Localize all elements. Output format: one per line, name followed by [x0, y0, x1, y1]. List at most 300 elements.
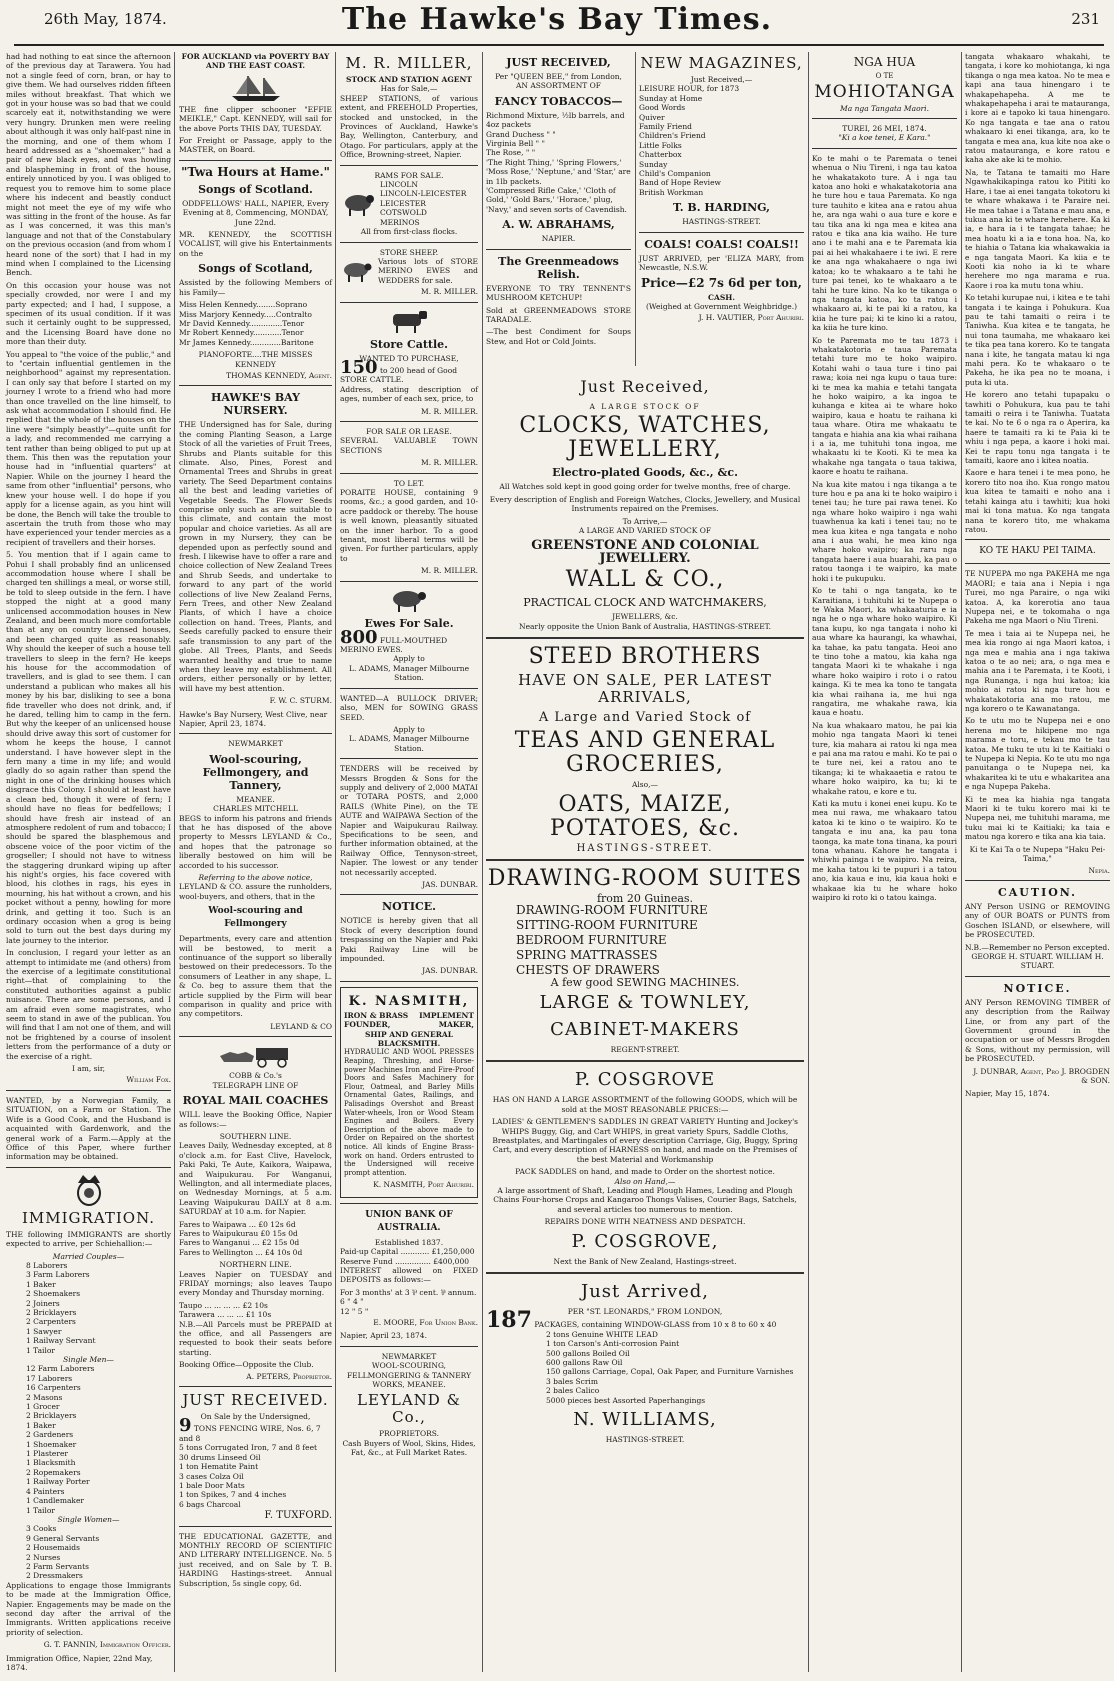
- list-item: 16 Carpenters: [26, 1383, 81, 1393]
- shaft-list: A large assortment of Shaft, Leading and Plough Hames, Leading and Plough Chains Four-horse Crops and Kangaroo Thongs Valises, Courier Bags, Satchels, and several articles too numerous to mention.: [493, 1185, 797, 1214]
- rates-list: [340, 1288, 478, 1316]
- list-item: LINCOLN: [380, 180, 418, 190]
- coach-icon: [216, 1042, 296, 1068]
- rams-list: [380, 180, 466, 227]
- regent-street: REGENT-STREET.: [610, 1044, 680, 1054]
- sheep-icon: [340, 259, 374, 283]
- southern-line: SOUTHERN LINE.: [219, 1131, 292, 1141]
- concert-assisted: Assisted by the following Members of his Family—: [179, 278, 332, 297]
- nursery-signature: F. W. C. STURM.: [269, 696, 332, 706]
- letter-signature: William Fox.: [126, 1075, 171, 1085]
- teas-heading: TEAS AND GENERAL GROCERIES,: [514, 728, 776, 778]
- list-item: 2 Dressmakers: [26, 1571, 83, 1581]
- list-item: 1 Plasterer: [26, 1449, 68, 1459]
- divider: [6, 1167, 171, 1168]
- gazette-ad: THE EDUCATIONAL GAZETTE, and MONTHLY RECORD OF SCIENTIFIC AND LITERARY INTELLIGENCE. No. 5 just received, and on Sale by T. B. HARDING Hastings-street. Annual Subscription, 5s single copy, 6d.: [179, 1531, 332, 1588]
- jr-tobacco-sub: Per "QUEEN BEE," from London,: [495, 72, 622, 81]
- maori-date: TUREI, 26 MEI, 1874.: [842, 124, 927, 133]
- list-item: Sunday: [639, 159, 668, 169]
- list-item: 2 Joiners: [26, 1298, 60, 1308]
- newspaper-title: The Hawke's Bay Times.: [341, 2, 773, 37]
- letter-close: I am, sir,: [71, 1064, 106, 1074]
- centre-ads: [486, 372, 804, 1672]
- cattle-number: 150: [340, 356, 378, 378]
- list-item: 2 Carpenters: [26, 1317, 76, 1327]
- store-cattle-heading: Store Cattle.: [369, 337, 449, 351]
- store-sheep-heading: STORE SHEEP.: [379, 247, 439, 257]
- immigration-place: Immigration Office, Napier, 22nd May, 1874.: [6, 1653, 153, 1672]
- list-item: 1 bale Door Mats: [179, 1480, 245, 1490]
- concert-songs: Songs of Scotland.: [198, 182, 313, 196]
- abrahams-name: A. W. ABRAHAMS,: [502, 218, 615, 232]
- rams-block: [340, 180, 478, 227]
- list-item: Fares to Waipawa ... £0 12s 6d: [179, 1219, 296, 1229]
- family-list: [179, 300, 332, 347]
- ship-ad-body: THE fine clipper schooner "EFFIE MEIKLE," Capt. KENNEDY, will sail for the above Ports THIS DAY, TUESDAY.: [179, 104, 332, 133]
- list-item: Little Folks: [639, 140, 682, 150]
- letter-paragraph: You appeal to "the voice of the public," and to "certain influential gentlemen in the neighborhood" against my representation. I can only say that before I started on my journey I wrote to a friend who had more than once travelled on the line himself, to ask what accommodation I should find. He replied that the whole of the houses on the line were "simply beastly"—quite unfit for a lady, and recommended me carrying a tent rather than being obliged to put up at them. This then was the reputation your house had in "influential quarters" at Napier. While on the journey I heard the same from other "influential" persons, who knew your house well. I do hope if you apply for a license again, as you hint will be done, the Bench will take the trouble to ascertain the truth from those who may have experienced your tender mercies as a recipient of travellers and their horses.: [6, 349, 171, 547]
- few-good: A few good SEWING MACHINES.: [550, 976, 740, 990]
- notice-body: ANY Person REMOVING TIMBER of any description from the Railway Line, or from any part of the Government ground in the occupation or use of Messrs Brogden & Sons, without my permission, will be PROSECUTED.: [965, 997, 1110, 1064]
- nursery-heading: HAWKE'S BAY NURSERY.: [211, 391, 300, 418]
- nasmith-body: HYDRAULIC AND WOOL PRESSES Reaping, Threshing, and Horse-power Machines Iron and Fire-Proof Doors and Safes Machinery for Flour, Oatmeal, and Barley Mills Ornamental Gates, Railings, and Palisadings Overshot and Breast Water-wheels, Iron or Wood Steam Engines and Boilers. Every Description of the above made to Order on Repaired on the shortest notice. All kinds of Engine Brass-work on hand. Orders entrusted to the Undersigned will receive prompt attention.: [344, 1048, 474, 1177]
- from-20-guineas: from 20 Guineas.: [596, 892, 694, 906]
- divider: [340, 758, 478, 759]
- list-item: 2 tons Genuine WHITE LEAD: [546, 1329, 658, 1339]
- jr-heading: JUST RECEIVED.: [182, 1391, 329, 1410]
- maori-paragraph: Ko tetahi kurupae nui, i kitea e te tahi tangata i te kainga i Pohukura. Kua pau te tahi tamaiti o reira i te Taniwha. Kua kitea e te tangata, he nui tona taumaha, me whakaaro kei te tika pea tana korero. Ko te tangata nana i kite, he tangata matau ki nga mahi pera. Ko te whakaaro o te Pakeha, he ika pea no te moana, i puta ki uta.: [965, 293, 1110, 387]
- column-5: [639, 52, 804, 323]
- ewes-body: FULL-MOUTHED MERINO EWES.: [340, 635, 448, 655]
- caution-body: ANY Person USING or REMOVING any of OUR BOATS or PUNTS from Goschen ISLAND, or elsewhere, will be PROSECUTED.: [965, 901, 1110, 940]
- next-bank: Next the Bank of New Zealand, Hastings-street.: [553, 1256, 737, 1266]
- assortment: AN ASSORTMENT OF: [515, 81, 602, 91]
- new-magazines-heading: NEW MAGAZINES,: [640, 54, 803, 72]
- list-item: Quiver: [639, 112, 665, 122]
- booking-office: Booking Office—Opposite the Club.: [179, 1360, 314, 1370]
- jr-number: 9: [179, 1415, 192, 1437]
- nasmith-left: IRON & BRASS: [344, 1010, 409, 1020]
- immigration-signature: G. T. FANNIN, Immigration Officer.: [43, 1640, 171, 1650]
- list-item: SPRING MATTRASSES: [516, 948, 658, 963]
- jr-items: [179, 1443, 332, 1509]
- list-item: 6 " 4 ": [340, 1297, 364, 1307]
- masthead: [0, 0, 1114, 44]
- miller-signature: M. R. MILLER.: [421, 566, 478, 576]
- list-item: 5 tons Corrugated Iron, 7 and 8 feet: [179, 1443, 318, 1453]
- bank-date: Napier, April 23, 1874.: [340, 1331, 427, 1341]
- bullock-ad: WANTED—A BULLOCK DRIVER; also, MEN for SOWING GRASS SEED.: [340, 693, 478, 722]
- list-item: 17 Laborers: [26, 1373, 73, 1383]
- maori-motto: "Ki a koe tenei, E Kara.": [838, 133, 931, 143]
- also: Also,—: [631, 780, 659, 790]
- list-item: 4 Painters: [26, 1486, 65, 1496]
- ewes-heading: Ewes For Sale.: [364, 616, 454, 630]
- hastings-street: HASTINGS-STREET.: [576, 842, 714, 854]
- just-arrived: Just Arrived,: [580, 1280, 710, 1302]
- divider: [486, 249, 631, 250]
- notice-body: NOTICE is hereby given that all Stock of every description found trespassing on the Napier and Paki Paki Railway Line will be impounded.: [340, 916, 478, 964]
- column-2: [179, 52, 332, 1672]
- list-item: 1 ton Spikes, 7 and 4 inches: [179, 1490, 287, 1500]
- cobb-nb: N.B.—All Parcels must be PREPAID at the office, and all Passengers are requested to book their seats before starting.: [179, 1319, 332, 1357]
- list-item: 9 General Servants: [26, 1533, 100, 1543]
- ship-smith: SHIP AND GENERAL BLACKSMITH.: [364, 1029, 454, 1049]
- store-sheep-body: Various lots of STORE MERINO EWES and WEDDERS for sale.: [378, 256, 478, 285]
- wool-heading-2: Wool-scouring and Fellmongery: [208, 906, 303, 930]
- rams-foot: All from first-class flocks.: [360, 227, 458, 237]
- maori-paragraph: Ko te Paremata mo te tau 1873 i whakatakotoria e taua Paremata tetahi ture mo te hoko waipiro. Kotahi wahi o taua ture i tino pai rawa; koia nei nga kupu o taua ture: ki te mea ka mahia e tetahi tangata he hoko waipiro, a ka ingoa te kuhanga e kitea ai te whare hoko waipiro, kaua e hoatu te raihana ki taua whare. Otira me whakaatu te tangata e hiahia ana kia whai raihana i a ia, me tuhituhi tona ingoa, me whakaatu ki te Kooti. Ki te mea ka whakahe nga tangata o taua takiwa, kaore e hoatu te raihana.: [812, 335, 957, 477]
- maori-subtitle: Ma nga Tangata Maori.: [840, 103, 929, 113]
- list-item: 12 " 5 ": [340, 1306, 369, 1316]
- divider: [179, 1036, 332, 1037]
- list-item: 1 Grocer: [26, 1402, 60, 1412]
- immigration-title: IMMIGRATION.: [21, 1208, 156, 1227]
- list-item: Miss Marjory Kennedy.....Contralto: [179, 309, 312, 319]
- divider: [179, 385, 332, 386]
- caution-nb: N.B.—Remember no Person excepted.: [965, 942, 1110, 952]
- bank-heading: UNION BANK OF AUSTRALIA.: [365, 1209, 453, 1233]
- list-item: Fares to Wellington ... £4 10s 0d: [179, 1247, 303, 1257]
- jewellers: JEWELLERS, &c.: [612, 612, 678, 622]
- list-item: 1 Candlemaker: [26, 1496, 84, 1506]
- northern-body: Leaves Napier on TUESDAY and FRIDAY mornings; also leaves Taupo every Monday and Thursday morning.: [179, 1269, 332, 1298]
- concert-venue: ODDFELLOWS' HALL, NAPIER, Every Evening at 8, Commencing, MONDAY, June 22nd.: [182, 198, 329, 227]
- meanee-label: MEANEE.: [236, 794, 275, 804]
- single-women-list: [6, 1524, 171, 1580]
- vautier-signature: J. H. VAUTIER, Port Ahuriri.: [698, 313, 804, 323]
- tenders-body: TENDERS will be received by Messrs Brogden & Sons for the supply and delivery of 2,000 MATAI or TOTARA POSTS, and 2,000 RAILS (White Pine), on the TE AUTE and WAIPAWA Section of the Napier and Waipukurau Railway. Specifications to be seen, and further information obtained, at the Railway Office, Tennyson-street, Napier. The lowest or any tender not necessarily accepted.: [340, 764, 478, 877]
- magazine-list: [639, 84, 804, 197]
- letter-paragraph: In conclusion, I regard your letter as an attempt to intimidate me (and others) from the exercise of a legitimate constitutional right—that of complaining to the constituted authorities against a public nuisance. There are some persons, and I am afraid even some magistrates, who seem to stand in awe of the publican. You will find that I am not one of them, and will not be frightened by a course of insolent letters from the performance of a duty or the exercise of a right.: [6, 948, 171, 1061]
- greenstone-heading: GREENSTONE AND COLONIAL JEWELLERY.: [531, 538, 759, 567]
- to-arrive: To Arrive,—: [622, 516, 668, 526]
- immigration-footer: Applications to engage those Immigrants to be made at the Immigration Office, Napier. Engagements may be made on the second day after the arrival of the Immigrants. Written applications receive priority of selection.: [6, 1580, 171, 1637]
- divider: [965, 976, 1110, 977]
- list-item: 2 bales Calico: [546, 1386, 600, 1396]
- nasmith-right: IMPLEMENT: [419, 1010, 474, 1020]
- list-item: 2 Nurses: [26, 1552, 61, 1562]
- ship-ad-freight: For Freight or Passage, apply to the MASTER, on Board.: [179, 136, 332, 155]
- list-item: Good Words: [639, 103, 686, 113]
- leyland-body: LEYLAND & CO. assure the runholders, wool-buyers, and others, that in the: [179, 882, 332, 901]
- large-varied: A LARGE AND VARIED STOCK OF: [578, 526, 712, 536]
- column-divider: [808, 52, 809, 1672]
- just-received: Just Received,—: [690, 75, 753, 84]
- list-item: 12 Farm Laborers: [26, 1364, 95, 1374]
- divider: [486, 1272, 804, 1274]
- electro-heading: Electro-plated Goods, &c., &c.: [552, 466, 738, 480]
- maori-paragraph: Na kua kite matou i nga tikanga a te ture hou e pa ana ki te hoko waipiro i tenei tau; he ture pai rawa tenei. Ko nga whare hoko waipiro i nga wahi tuawhenua ka kati i tenei tau; no te mea kua kitea e nga tangata e noho ana i aua wahi, he mea kino nga whare hoko waipiro; ka raru nga tangata haere i aua huarahi, ka pau o ratou taonga i te waipiro, ka mate hoki i te pukupuku.: [812, 479, 957, 583]
- oats-heading: OATS, MAIZE, POTATOES, &c.: [550, 791, 740, 841]
- coals-weighed: (Weighed at Government Weighbridge.): [645, 301, 798, 311]
- notice-signature: J. DUNBAR, Agent, Pro J. BROGDEN & SON.: [973, 1066, 1110, 1085]
- divider: [340, 302, 478, 303]
- clocks-heading: CLOCKS, WATCHES, JEWELLERY,: [519, 413, 771, 463]
- list-item: 2 Bricklayers: [26, 1307, 77, 1317]
- list-item: 3 Cooks: [26, 1524, 57, 1534]
- pack-saddles: PACK SADDLES on hand, and made to Order on the shortest notice.: [515, 1167, 775, 1177]
- cosgrove-body: LADIES' & GENTLEMEN'S SADDLES IN GREAT VARIETY Hunting and Jockey's WHIPS Buggy, Gig, and Cart WHIPS, in great variety Spurs, Saddle Cloths, Breastplates, and Martingales of every description Carriage, Gig, Buggy, Spring Cart, and every description of HARNESS on hand, and made on the Premises of the best Material and Workmanship: [492, 1117, 798, 1164]
- nasmith-signature: K. NASMITH, Port Ahuriri.: [373, 1180, 474, 1190]
- cobb-name: COBB & Co.'s: [229, 1071, 282, 1081]
- arrived-items: [486, 1330, 804, 1405]
- list-item: Tarawera ... ... ... £1 10s: [179, 1310, 272, 1320]
- cosgrove-heading: P. COSGROVE: [574, 1069, 716, 1091]
- divider: [340, 981, 478, 982]
- cabinet-makers: CABINET-MAKERS: [550, 1018, 740, 1040]
- press-paragraph: TE NUPEPA mo nga PAKEHA me nga MAORI; e taia ana i Nepia i nga Turei, mo nga Paraire, o nga wiki katoa. A, ka korerotia ano taua Nupepa nei, e te tokomaha o nga Pakeha me nga Maori o Niu Tireni.: [965, 569, 1110, 626]
- list-item: CHESTS OF DRAWERS: [516, 963, 660, 978]
- practical: PRACTICAL CLOCK AND WATCHMAKERS,: [523, 596, 767, 610]
- referring: Referring to the above notice,: [198, 873, 313, 882]
- drawing-heading: DRAWING-ROOM SUITES: [487, 866, 803, 892]
- nasmith-row: [344, 1011, 474, 1020]
- cosgrove-sub: HAS ON HAND A LARGE ASSORTMENT of the following GOODS, which will be sold at the MOST REASONABLE PRICES:—: [492, 1095, 798, 1114]
- list-item: 150 gallons Carriage, Copal, Oak Paper, and Furniture Varnishes: [546, 1367, 794, 1377]
- list-item: 1 Baker: [26, 1279, 56, 1289]
- divider: [340, 688, 478, 689]
- column-7: [965, 52, 1110, 1672]
- page-number: 231: [1071, 10, 1100, 28]
- list-item: Children's Friend: [639, 131, 706, 141]
- notice-heading: NOTICE.: [1003, 981, 1072, 995]
- greenmeadows-heading: The Greenmeadows Relish.: [498, 254, 619, 281]
- nasmith-ad: [340, 987, 478, 1198]
- list-item: The Rose, " ": [486, 148, 536, 158]
- nursery-place: Hawke's Bay Nursery, West Clive, near Napier, April 23, 1874.: [179, 709, 328, 728]
- married-list: [6, 1261, 171, 1355]
- list-item: LEICESTER: [380, 198, 426, 208]
- coals-body: JUST ARRIVED, per 'ELIZA MARY, from Newcastle, N.S.W.: [639, 253, 804, 273]
- telegraph-line: TELEGRAPH LINE OF: [212, 1080, 299, 1090]
- watches-note: All Watches sold kept in good going order for twelve months, free of charge.: [499, 482, 791, 492]
- packages-body: PACKAGES, containing WINDOW-GLASS from 10 x 8 to 60 x 40: [534, 1320, 777, 1330]
- list-item: Virginia Bell " ": [486, 139, 545, 149]
- list-item: 2 Housemaids: [26, 1543, 80, 1553]
- divider: [486, 1060, 804, 1062]
- divider: [340, 421, 478, 422]
- nasmith-row: [344, 1020, 474, 1029]
- list-item: COTSWOLD: [380, 208, 427, 218]
- list-item: Family Friend: [639, 122, 692, 132]
- column-1: [6, 52, 171, 1672]
- list-item: 1 Blacksmith: [26, 1458, 76, 1468]
- list-item: BEDROOM FURNITURE: [516, 933, 667, 948]
- northern-line: NORTHERN LINE.: [219, 1260, 292, 1270]
- jr-signature: F. TUXFORD.: [264, 1510, 332, 1522]
- list-item: Richmond Mixture, ½lb barrels, and 4oz packets: [486, 110, 625, 130]
- o-te: O TE: [875, 72, 894, 80]
- royal-mail-heading: ROYAL MAIL COACHES: [182, 1094, 329, 1108]
- divider: [812, 148, 957, 149]
- large-varied-2: A Large and Varied Stock of: [538, 710, 752, 726]
- list-item: Mr David Kennedy..............Tenor: [179, 318, 305, 328]
- ram-icon: [340, 191, 376, 217]
- jr-clocks-heading: Just Received,: [580, 377, 710, 396]
- list-item: 2 Gardeners: [26, 1430, 74, 1440]
- list-item: 30 drums Linseed Oil: [179, 1452, 261, 1462]
- list-item: British Workman: [639, 187, 704, 197]
- forsale-lease: FOR SALE OR LEASE.: [366, 426, 452, 436]
- divider: [6, 1090, 171, 1091]
- divider: [486, 859, 804, 861]
- fares-list: [179, 1220, 332, 1258]
- maori-paragraph: Ko te mahi o te Paremata o tenei whenua o Niu Tireni, i nga tau katoa he whakatakoto ture. A i nga tau katoa ano hoki e whakatakotoria ana he ture hou e taua Paremata. Ko nga ture tauhito e kitea ana e ratou ahua he, ara nga wahi o aua ture e kore e tau tika ana ki nga mea e kitea ana ratou e tika ana kia waiho. He ture ano i te mahi ana e te Paremata kia pai ai hei whakahaere i te iwi. E rere ke ana nga whakahaere o nga iwi katoa; ko te whakaaro a te tahi he ture pai tenei, ko te whakaaro a te tahi he ture kino. Na ko te tikanga o nga tangata katoa, ko ta ratou i whakaaro ai, ki te pai ki a ratou, ka kiia he ture pai; ki te kino ki a ratou, ka kiia he ture kino.: [812, 153, 957, 333]
- divider: [340, 473, 478, 474]
- nga-hua: NGA HUA: [853, 55, 916, 69]
- list-item: MERINOS: [380, 217, 420, 227]
- miller-signature: M. R. MILLER.: [421, 458, 478, 468]
- divider: [340, 1346, 478, 1347]
- ewes-number: 800: [340, 626, 378, 648]
- press-paragraph: Ko te utu mo te Nupepa nei e ono herena mo te hikipene mo nga marama e toru, e tekau mo te tau katoa. Me tuku te utu ki te Kaitiaki o te Nupepa ki Nepia. Ko te utu mo nga panuitanga o te Nupepa nei, ka whakaritea ki te utu e whakaritea ana e nga Nupepa Pakeha.: [965, 716, 1110, 792]
- apply-to: Apply to: [393, 654, 425, 664]
- list-item: Chatterbox: [639, 150, 682, 160]
- list-item: 1 Railway Porter: [26, 1477, 90, 1487]
- pianoforte: PIANOFORTE....THE MISSES KENNEDY: [198, 350, 313, 369]
- established: Established 1837.: [374, 1237, 444, 1247]
- large-stock: A LARGE STOCK OF: [589, 402, 701, 411]
- column-divider: [335, 52, 336, 1672]
- maori-paragraph: Na, te Tatana te tamaiti mo Hare Ngawhakikapinga ratou ko Pititi ko Hare, i tae ai enei tangata tokotoru ki te whare whakawa i te Paraire nei. He mea tahae i a Tatana e mau ana, e tukua ana ki te whare herehere. Ka ki ia, e hara ia i te tangata tahae; he mea hoatu ki a ia e tona hoa. Na, ko te hiahia o Tatana kia whakawakia ia e nga tangata Maori. Ka kiia e te Kooti kia noho ia ki te whare herehere mo nga marama e rua. Kaore i roa ka mutu tona whiu.: [965, 167, 1110, 290]
- divider: [965, 880, 1110, 881]
- interest: INTEREST allowed on FIXED DEPOSITS as follows:—: [340, 1266, 478, 1285]
- list-item: Fares to Waipukurau £0 15s 0d: [179, 1228, 298, 1238]
- letter-paragraph: On this occasion your house was not specially crowded, nor were I and my party expected; and I had, I suppose, a specimen of its usual condition. If it was such it certainly ought to be suppressed, and the Licensing Board have done no more than their duty.: [6, 280, 171, 347]
- divider: [639, 232, 804, 233]
- nearly-opposite: Nearly opposite the Union Bank of Australia, HASTINGS-STREET.: [519, 621, 771, 631]
- list-item: LINCOLN-LEICESTER: [380, 189, 467, 199]
- maori-paragraph: tangata whakaaro whakahi, te tangata, i kore ko mohiotanga, ki nga tikanga o nga mea katoa. No te mea e kapi ana taua hinengaro i te whakapehapeha. A me te whakapehapeha i arai te matauranga, i kore ai e tapoko ki taua hinengaro. Ko nga tangata e tae ana o ratou whakaaro ki enei tikanga, ara, ko te tangata e mea ana, kua kite noa ake o ratou matauranga, e kore ratou e kaha ake ake ki te mohio.: [965, 52, 1110, 165]
- list-item: 500 gallons Boiled Oil: [546, 1348, 630, 1358]
- letter-paragraph: had had nothing to eat since the afternoon of the previous day at Tarawera. You had not a single feed of corn, bran, or hay to give them. We had ourselves ridden fifteen miles without breakfast. That which we got in your house was so bad that we could scarcely eat it, notwithstanding we were very hungry. Drunken men were reeling about although it was only half-past nine in the morning, and one of them whom I heard addressed as a "shoemaker," had a pair of new black eyes, and was howling and blaspheming in front of the house, entirely unnoticed by you. I was obliged to request you to remove him to some place where his indecent and beastly conduct might not meet the eye of my wife who was sitting in the front of the house. As far as I was concerned, it was this man's language and not that of the Constabulary on the previous occasion (and from whom I heard none of the sort) that I had in my mind when I complained to the Licensing Bench.: [6, 52, 171, 278]
- miller-sub: STOCK AND STATION AGENT: [346, 75, 472, 84]
- list-item: Grand Duchess " ": [486, 129, 556, 139]
- newmarket-label: NEWMARKET: [381, 1351, 437, 1361]
- list-item: For 3 months' at 3 ⅌ cent. ⅌ annum.: [340, 1287, 477, 1297]
- nasmith-name: K. NASMITH,: [348, 993, 470, 1009]
- divider: [179, 1386, 332, 1387]
- divider: [340, 1203, 478, 1204]
- ship-ad-heading: FOR AUCKLAND via POVERTY BAY AND THE EAST COAST.: [181, 52, 330, 71]
- divider: [179, 160, 332, 161]
- per-st-leonards: PER "ST. LEONARDS," FROM LONDON,: [567, 1306, 723, 1316]
- ewe-icon: [389, 587, 429, 613]
- leyland-heading: LEYLAND & Co.,: [357, 1391, 461, 1427]
- divider: [965, 539, 1110, 540]
- coals-heading: COALS! COALS! COALS!!: [644, 237, 799, 251]
- divider: [179, 733, 332, 734]
- maori-paragraph: Na kua whakaaro matou, he pai kia mohio nga tangata Maori ki tenei ture, kia mahara ai ratou ki nga mea e pai ana ma ratou e mahi. Ko te pai o te ture nei, kei a ratou ano te tikanga; ki te whakaaetia e ratou te whare hoko waipiro, ka tu; ki te whakahe ratou, e kore e tu.: [812, 720, 957, 796]
- list-item: 6 bags Charcoal: [179, 1499, 241, 1509]
- list-item: SITTING-ROOM FURNITURE: [516, 918, 698, 933]
- immigration-intro: THE following IMMIGRANTS are shortly expected to arrive, per Schiehallion:—: [6, 1229, 171, 1249]
- divider: [340, 894, 478, 895]
- adams-signature: L. ADAMS, Manager Milbourne Station.: [348, 663, 470, 683]
- concert-title: "Twa Hours at Hame.": [181, 164, 330, 179]
- divider: [340, 165, 478, 166]
- royal-crest-icon: [69, 1173, 109, 1207]
- list-item: DRAWING-ROOM FURNITURE: [516, 903, 708, 918]
- schooner-icon: [226, 74, 286, 102]
- single-men-list: [6, 1364, 171, 1515]
- cash-buyers: Cash Buyers of Wool, Skins, Hides, Fat, &c., at Full Market Rates.: [342, 1438, 476, 1458]
- maori-paragraph: He korero ano tetahi tupapaku o tawhiti o Pohukura, kua pau te tahi tamaiti o reira i te Taniwha. Tuatata te kai. No te 6 o nga ra o Aperira, ka haere te tamaiti ra ki te Paia ki te whiu i nga pepa, a kaore i hoki mai. Kei te rapu tonu nga tangata i te tamaiti, kaore ano i kitea noatia.: [965, 390, 1110, 466]
- caution-heading: CAUTION.: [998, 885, 1077, 899]
- mitchell-name: CHARLES MITCHELL: [213, 804, 298, 814]
- list-item: 3 Farm Laborers: [26, 1270, 90, 1280]
- list-item: 3 bales Scrim: [546, 1376, 598, 1386]
- nursery-body: THE Undersigned has for Sale, during the coming Planting Season, a Large Stock of all the varieties of Fruit Trees, Shrubs and Plants suitable for this climate. Also, Pines, Forest and Ornamental Trees and Shrubs in great variety. The Seed Department contains all the best and leading varieties of Vegetable Seeds. The Flower Seeds comprise only such as are suitable to this climate, and contain the most popular and choice varieties. As all are grown in my Nursery, they can be depended upon as perfectly sound and fresh. I likewise have to offer a rare and choice collection of New Zealand Trees and Shrub Seeds, and undertake to forward to any part of the world collections of live New Zealand Ferns, Fern Trees, and other New Zealand Plants, of which I have a choice collection on hand. Trees, Plants, and Seeds carefully packed to ensure their safe transmission to any part of the globe. All Trees, Plants, and Seeds warranted healthy and true to name when they leave my establishment. All orders, either personally or by letter, will have my best attention.: [179, 420, 332, 693]
- notice-heading: NOTICE.: [382, 900, 436, 914]
- list-item: 3 cases Colza Oil: [179, 1471, 244, 1481]
- maker: MAKER,: [438, 1020, 474, 1030]
- list-item: 1 Tailor: [26, 1345, 55, 1355]
- divider: [179, 1526, 332, 1527]
- divider: [340, 581, 478, 582]
- notice-date: Napier, May 15, 1874.: [965, 1089, 1050, 1099]
- list-item: 5000 pieces best Assorted Paperhangings: [546, 1395, 706, 1405]
- column-divider: [174, 52, 175, 1672]
- miller-body: SHEEP STATIONS, of various extent, and FREEHOLD Properties, stocked and unstocked, in the Provinces of Auckland, Hawke's Bay, Wellington, Canterbury, and Otago. For particulars, apply at the Office, Browning-street, Napier.: [340, 93, 478, 160]
- poraite-body: PORAITE HOUSE, containing 9 rooms, &c.; a good garden, and 10-acre paddock or thereby. The house is well known, pleasantly situated on the inner harbor. To a good tenant, most liberal terms will be given. For further particulars, apply to: [340, 488, 478, 563]
- column-6: [812, 52, 957, 1672]
- newmarket-label: NEWMARKET: [228, 739, 283, 749]
- single-men-label: Single Men—: [63, 1355, 114, 1364]
- abrahams-place: NAPIER.: [541, 234, 576, 244]
- proprietors: PROPRIETORS.: [378, 1429, 440, 1439]
- cosgrove-heading-2: P. COSGROVE,: [571, 1230, 719, 1252]
- jr-body: TONS FENCING WIRE, Nos. 6, 7 and 8: [179, 1424, 321, 1443]
- wanted-purchase: WANTED TO PURCHASE,: [359, 353, 459, 363]
- williams-place: HASTINGS-STREET.: [605, 1435, 685, 1445]
- divider: [812, 118, 957, 119]
- list-item: 2 Farm Servants: [26, 1561, 89, 1571]
- steed-heading: STEED BROTHERS: [528, 644, 762, 670]
- wall-heading: WALL & CO.,: [565, 567, 725, 593]
- divider: [486, 637, 804, 639]
- jr-tobacco-heading: JUST RECEIVED,: [506, 56, 611, 69]
- ewes-line: [340, 626, 478, 655]
- concert-signature: THOMAS KENNEDY, Agent.: [226, 370, 332, 380]
- list-item: 2 Masons: [26, 1392, 63, 1402]
- miller-signature: M. R. MILLER.: [421, 406, 478, 416]
- press-paragraph: Ki te mea ka hiahia nga tangata Maori ki te tuku korero mai ki te Nupepa nei, me tuhituhi marama, me tuku mai ki te Kaitiaki; ka taia e matou nga korero e tika ana kia taia.: [965, 794, 1110, 842]
- list-item: LEISURE HOUR, for 1873: [639, 84, 740, 94]
- reserve: Reserve Fund ............... £400,000: [340, 1256, 469, 1266]
- harding-name: T. B. HARDING,: [672, 201, 771, 215]
- have-sale: HAVE ON SALE, PER LATEST ARRIVALS,: [518, 671, 772, 707]
- cattle-body: to 200 head of Good STORE CATTLE.: [340, 365, 458, 385]
- dunbar-signature: JAS. DUNBAR.: [422, 880, 478, 889]
- divider: [965, 563, 1110, 564]
- bank-signature: E. MOORE, For Union Bank.: [373, 1318, 478, 1328]
- nepia: Nepia.: [1088, 865, 1110, 875]
- sold-at: Sold at GREENMEADOWS STORE TARADALE.: [486, 305, 631, 324]
- list-item: Mr James Kennedy.............Baritone: [179, 337, 314, 347]
- harding-place: HASTINGS-STREET.: [682, 217, 761, 227]
- caution-signature: GEORGE H. STUART. WILLIAM H. STUART.: [971, 951, 1104, 971]
- cattle-icon: [387, 308, 431, 334]
- dunbar-signature: JAS. DUNBAR.: [422, 966, 478, 976]
- has-for-sale: Has for Sale,—: [380, 84, 438, 94]
- column-divider: [482, 52, 483, 1672]
- furniture-list: [486, 903, 804, 978]
- list-item: Child's Companion: [639, 169, 711, 179]
- miller-heading: M. R. MILLER,: [345, 54, 473, 72]
- masthead-rule: [14, 44, 1104, 46]
